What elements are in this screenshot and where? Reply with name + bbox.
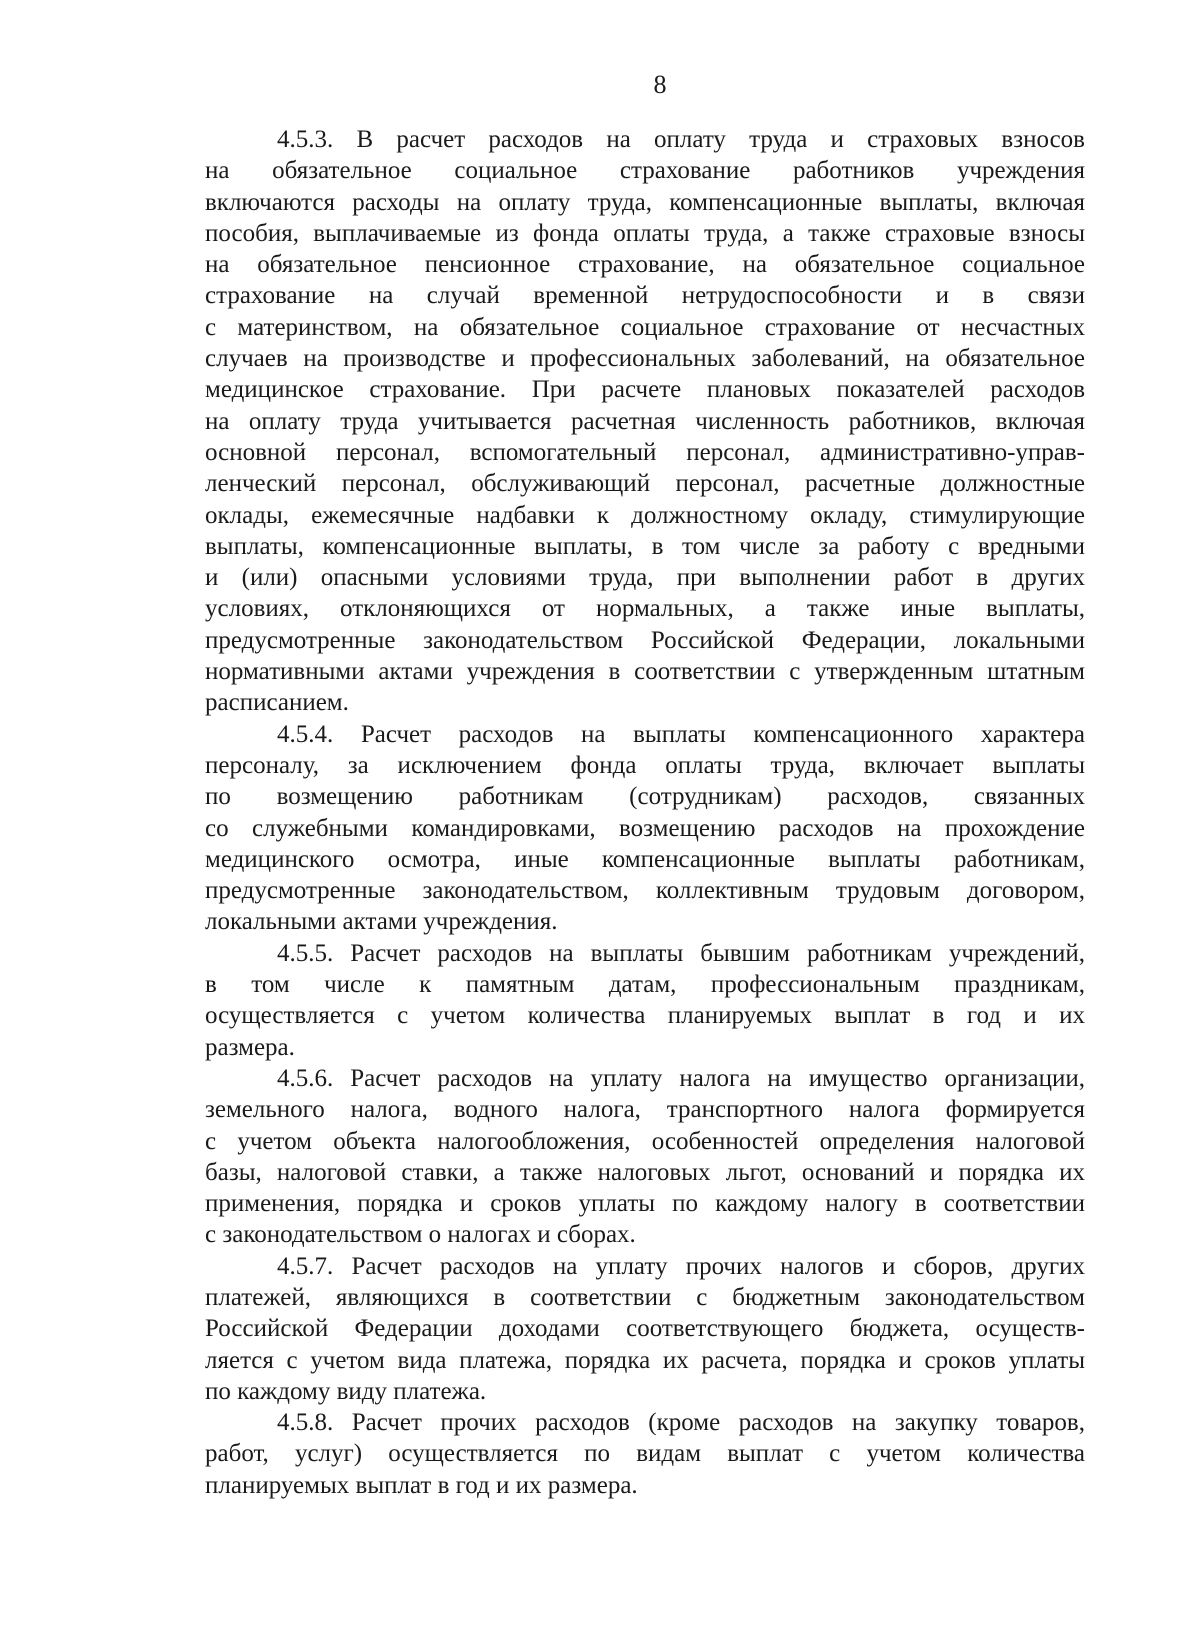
text-line: 4.5.7. Расчет расходов на уплату прочих налогов и сборов, других [277, 1252, 1085, 1280]
text-line: 4.5.4. Расчет расходов на выплаты компенсационного характера [277, 720, 1085, 748]
text-line: и (или) опасными условиями труда, при выполнении работ в других [205, 564, 1085, 592]
text-line: работ, услуг) осуществляется по видам выплат с учетом количества [205, 1440, 1085, 1468]
text-line: с законодательством о налогах и сборах. [205, 1221, 636, 1249]
text-line: осуществляется с учетом количества планируемых выплат в год и их [205, 1002, 1085, 1030]
text-line: на обязательное пенсионное страхование, на обязательное социальное [205, 251, 1085, 279]
text-line: медицинского осмотра, иные компенсационные выплаты работникам, [205, 845, 1085, 873]
text-line: случаев на производстве и профессиональных заболеваний, на обязательное [205, 345, 1085, 373]
text-line: локальными актами учреждения. [205, 908, 558, 936]
text-line: персоналу, за исключением фонда оплаты труда, включает выплаты [205, 751, 1085, 779]
text-line: в том числе к памятным датам, профессиональным праздникам, [205, 971, 1085, 999]
text-line: нормативными актами учреждения в соответствии с утвержденным штатным [205, 658, 1085, 686]
text-line: 4.5.5. Расчет расходов на выплаты бывшим работникам учреждений, [277, 939, 1085, 967]
text-line: основной персонал, вспомогательный персонал, административно-управ- [205, 438, 1085, 466]
text-line: 4.5.3. В расчет расходов на оплату труда и страховых взносов [277, 126, 1085, 153]
text-line: предусмотренные законодательством Российской Федерации, локальными [205, 626, 1085, 654]
text-line: предусмотренные законодательством, коллективным трудовым договором, [205, 877, 1085, 905]
text-line: 4.5.6. Расчет расходов на уплату налога на имущество организации, [277, 1064, 1085, 1092]
page-number: 8 [653, 70, 667, 99]
text-line: Российской Федерации доходами соответствующего бюджета, осуществ- [205, 1315, 1085, 1343]
text-line: с учетом объекта налогообложения, особенностей определения налоговой [205, 1127, 1085, 1155]
paragraph [205, 124, 1085, 719]
paragraph [205, 1063, 1085, 1251]
text-line: на обязательное социальное страхование работников учреждения [205, 157, 1085, 185]
paragraph [205, 719, 1085, 938]
text-line: выплаты, компенсационные выплаты, в том числе за работу с вредными [205, 532, 1085, 560]
text-line: на оплату труда учитывается расчетная численность работников, включая [205, 407, 1085, 435]
text-line: страхование на случай временной нетрудоспособности и в связи [205, 282, 1085, 310]
text-line: условиях, отклоняющихся от нормальных, а также иные выплаты, [205, 595, 1085, 623]
text-line: расписанием. [205, 689, 349, 717]
text-line: размера. [205, 1033, 295, 1061]
text-line: 4.5.8. Расчет прочих расходов (кроме расходов на закупку товаров, [277, 1409, 1085, 1437]
text-line: ленческий персонал, обслуживающий персонал, расчетные должностные [205, 470, 1085, 498]
text-line: базы, налоговой ставки, а также налоговых льгот, оснований и порядка их [205, 1158, 1085, 1186]
text-line: оклады, ежемесячные надбавки к должностному окладу, стимулирующие [205, 501, 1085, 529]
text-line: пособия, выплачиваемые из фонда оплаты труда, а также страховые взносы [205, 219, 1085, 247]
paragraph [205, 938, 1085, 1063]
text-line: с материнством, на обязательное социальное страхование от несчастных [205, 313, 1085, 341]
text-line: медицинское страхование. При расчете плановых показателей расходов [205, 376, 1085, 404]
text-line: ляется с учетом вида платежа, порядка их расчета, порядка и сроков уплаты [205, 1346, 1085, 1374]
paragraph [205, 1251, 1085, 1407]
text-line: по каждому виду платежа. [205, 1377, 487, 1405]
document-body [205, 124, 1085, 1501]
paragraph [205, 1407, 1085, 1501]
text-line: применения, порядка и сроков уплаты по каждому налогу в соответствии [205, 1190, 1085, 1218]
text-line: платежей, являющихся в соответствии с бюджетным законодательством [205, 1283, 1085, 1311]
text-line: со служебными командировками, возмещению расходов на прохождение [205, 814, 1085, 842]
text-line: по возмещению работникам (сотрудникам) расходов, связанных [205, 783, 1085, 811]
text-line: земельного налога, водного налога, транспортного налога формируется [205, 1096, 1085, 1124]
text-line: включаются расходы на оплату труда, компенсационные выплаты, включая [205, 188, 1085, 216]
text-line: планируемых выплат в год и их размера. [205, 1471, 638, 1499]
